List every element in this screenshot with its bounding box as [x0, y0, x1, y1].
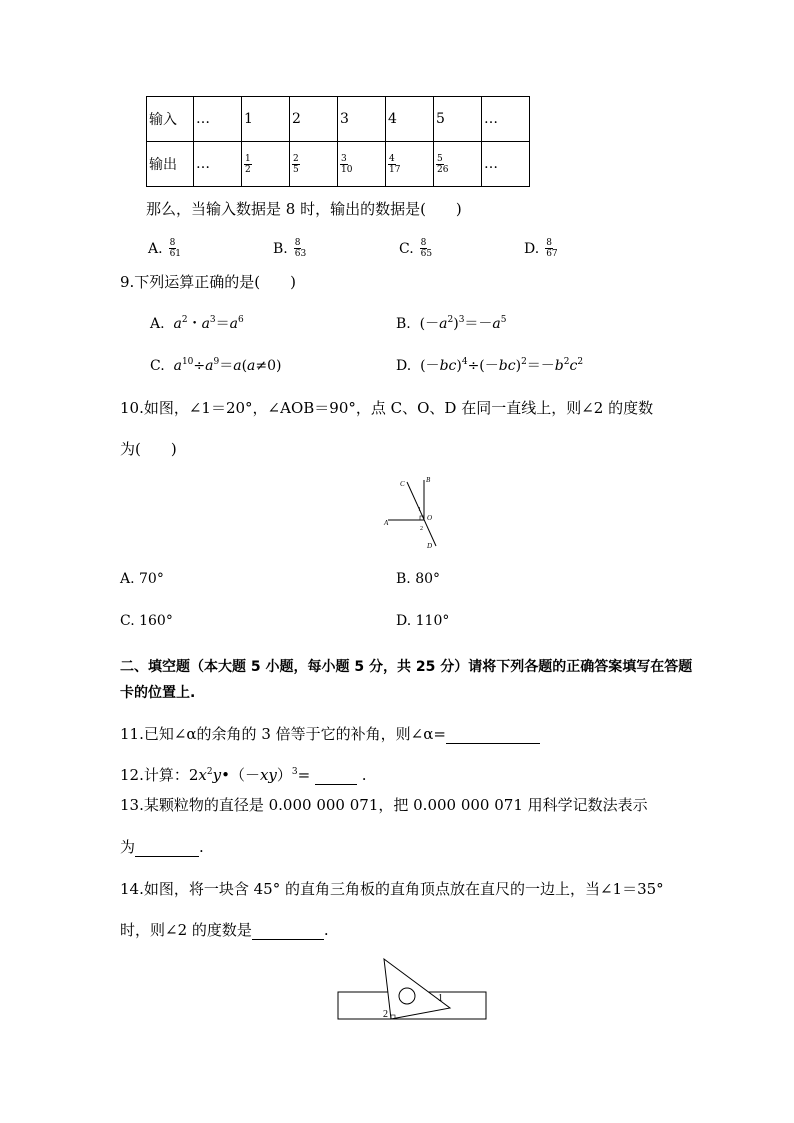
table-cell: …	[194, 142, 242, 187]
label-c: C	[400, 480, 405, 488]
fraction	[545, 238, 558, 259]
q12-prefix: 12.计算：	[120, 766, 189, 784]
fraction-denominator: 10	[341, 164, 353, 175]
label-a: A	[384, 519, 389, 527]
option-letter: A.	[148, 240, 163, 257]
q14-line2	[120, 919, 329, 940]
input-output-table	[146, 96, 530, 187]
q8-option-d	[524, 238, 559, 259]
label-d: D	[427, 542, 433, 550]
fraction-denominator: 63	[294, 249, 307, 259]
q10-angle-figure	[380, 472, 450, 552]
table-cell: …	[482, 97, 530, 142]
q12-suffix: .	[361, 766, 367, 784]
q10-option-d: D. 110°	[396, 613, 450, 629]
option-letter: D.	[524, 240, 540, 257]
fraction-denominator: 67	[546, 249, 558, 259]
table-cell	[338, 142, 386, 187]
q14-line1: 14.如图，将一块含 45° 的直角三角板的直角顶点放在直尺的一边上，当∠1＝35°	[120, 880, 664, 898]
fraction	[169, 238, 182, 259]
q13-line1: 13.某颗粒物的直径是 0.000 000 071，把 0.000 000 071 用科学记数法表示	[120, 796, 648, 814]
q8-option-c	[399, 238, 433, 259]
table-cell: 2	[290, 97, 338, 142]
option-letter: C.	[150, 358, 165, 374]
q13-suffix: .	[199, 838, 204, 856]
set-square-triangle	[384, 959, 450, 1019]
fraction-denominator: 26	[437, 164, 449, 175]
option-letter: D.	[396, 358, 412, 374]
table-cell: …	[482, 142, 530, 187]
q10-option-a: A. 70°	[120, 571, 164, 587]
q9-option-d: D. $(-bc)^4\div(-bc)^2=-b^2c^2$	[396, 357, 584, 374]
option-letter: B.	[273, 240, 288, 257]
table-cell	[290, 142, 338, 187]
fraction-numerator: 3	[341, 153, 347, 164]
fraction-denominator: 2	[245, 164, 251, 175]
table-cell: 5	[434, 97, 482, 142]
q8-option-a	[148, 238, 182, 259]
fraction	[292, 154, 300, 175]
label-o: O	[427, 514, 433, 522]
q8-option-b	[273, 238, 307, 259]
label-angle-2: 2	[420, 526, 423, 532]
label-angle-1: 1	[418, 507, 421, 513]
fraction-denominator: 61	[169, 249, 182, 259]
q9-option-a: A. $a^2$・$a^3=a^6$	[150, 315, 244, 332]
table-row	[147, 97, 530, 142]
q12: 12.计算：$2x^2y•(-xy)^3=$ .	[120, 766, 367, 784]
table-cell	[242, 142, 290, 187]
option-letter: A.	[150, 316, 165, 332]
table-cell: 4	[386, 97, 434, 142]
table-row	[147, 142, 530, 187]
table-cell	[386, 142, 434, 187]
q9-option-b: B. $(-a^2)^3=-a^5$	[396, 315, 507, 332]
row-label-output: 输出	[147, 142, 194, 187]
fraction	[244, 154, 252, 175]
fraction-numerator: 2	[293, 153, 299, 164]
fraction-numerator: 4	[389, 153, 395, 164]
answer-blank	[135, 838, 199, 857]
answer-blank	[446, 725, 540, 744]
table-cell: …	[194, 97, 242, 142]
label-angle-1: 1	[438, 993, 443, 1004]
q10-stem-line1: 10.如图，∠1＝20°，∠AOB＝90°，点 C、O、D 在同一直线上，则∠2 的度数	[120, 399, 654, 417]
q14-suffix: .	[323, 921, 329, 939]
q10-option-b: B. 80°	[396, 571, 441, 587]
q14-prefix: 时，则∠2 的度数是	[120, 921, 252, 939]
q13-prefix: 为	[120, 838, 136, 856]
table-cell	[434, 142, 482, 187]
fraction	[420, 238, 433, 259]
q10-stem-line2: 为( )	[120, 440, 177, 458]
fraction-numerator: 8	[420, 238, 427, 248]
fraction	[340, 154, 353, 175]
fraction-numerator: 1	[245, 153, 251, 164]
label-angle-2: 2	[383, 1009, 388, 1020]
q11-text: 11.已知∠α的余角的 3 倍等于它的补角，则∠α=	[120, 725, 446, 743]
q8-stem: 那么，当输入数据是 8 时，输出的数据是( )	[146, 200, 462, 218]
option-letter: B.	[396, 316, 411, 332]
q11	[120, 723, 540, 744]
option-letter: C.	[399, 240, 414, 257]
table-cell: 3	[338, 97, 386, 142]
table-cell: 1	[242, 97, 290, 142]
label-b: B	[426, 476, 431, 484]
fraction	[294, 238, 307, 259]
q13-line2	[120, 836, 204, 857]
fraction-numerator: 8	[546, 238, 552, 248]
fraction	[388, 154, 401, 175]
fraction-numerator: 8	[294, 238, 301, 248]
q9-option-c: C. $a^{10}\div a^9=a(a\ne 0)$	[150, 357, 282, 374]
q14-ruler-triangle-figure	[336, 956, 490, 1024]
fraction-denominator: 65	[420, 249, 433, 259]
fraction-numerator: 5	[437, 153, 443, 164]
q9-stem: 9.下列运算正确的是( )	[120, 273, 297, 291]
q10-option-c: C. 160°	[120, 613, 173, 629]
row-label-input: 输入	[147, 97, 194, 142]
fraction-numerator: 8	[169, 238, 176, 248]
fraction	[436, 154, 449, 175]
fraction-denominator: 5	[293, 164, 299, 175]
section2-heading-line1: 二、填空题（本大题 5 小题，每小题 5 分，共 25 分）请将下列各题的正确答案填写在答题	[120, 659, 693, 675]
fraction-denominator: 17	[389, 164, 401, 175]
answer-blank	[315, 766, 357, 785]
answer-blank	[252, 921, 324, 940]
section2-heading-line2: 卡的位置上.	[120, 685, 196, 701]
